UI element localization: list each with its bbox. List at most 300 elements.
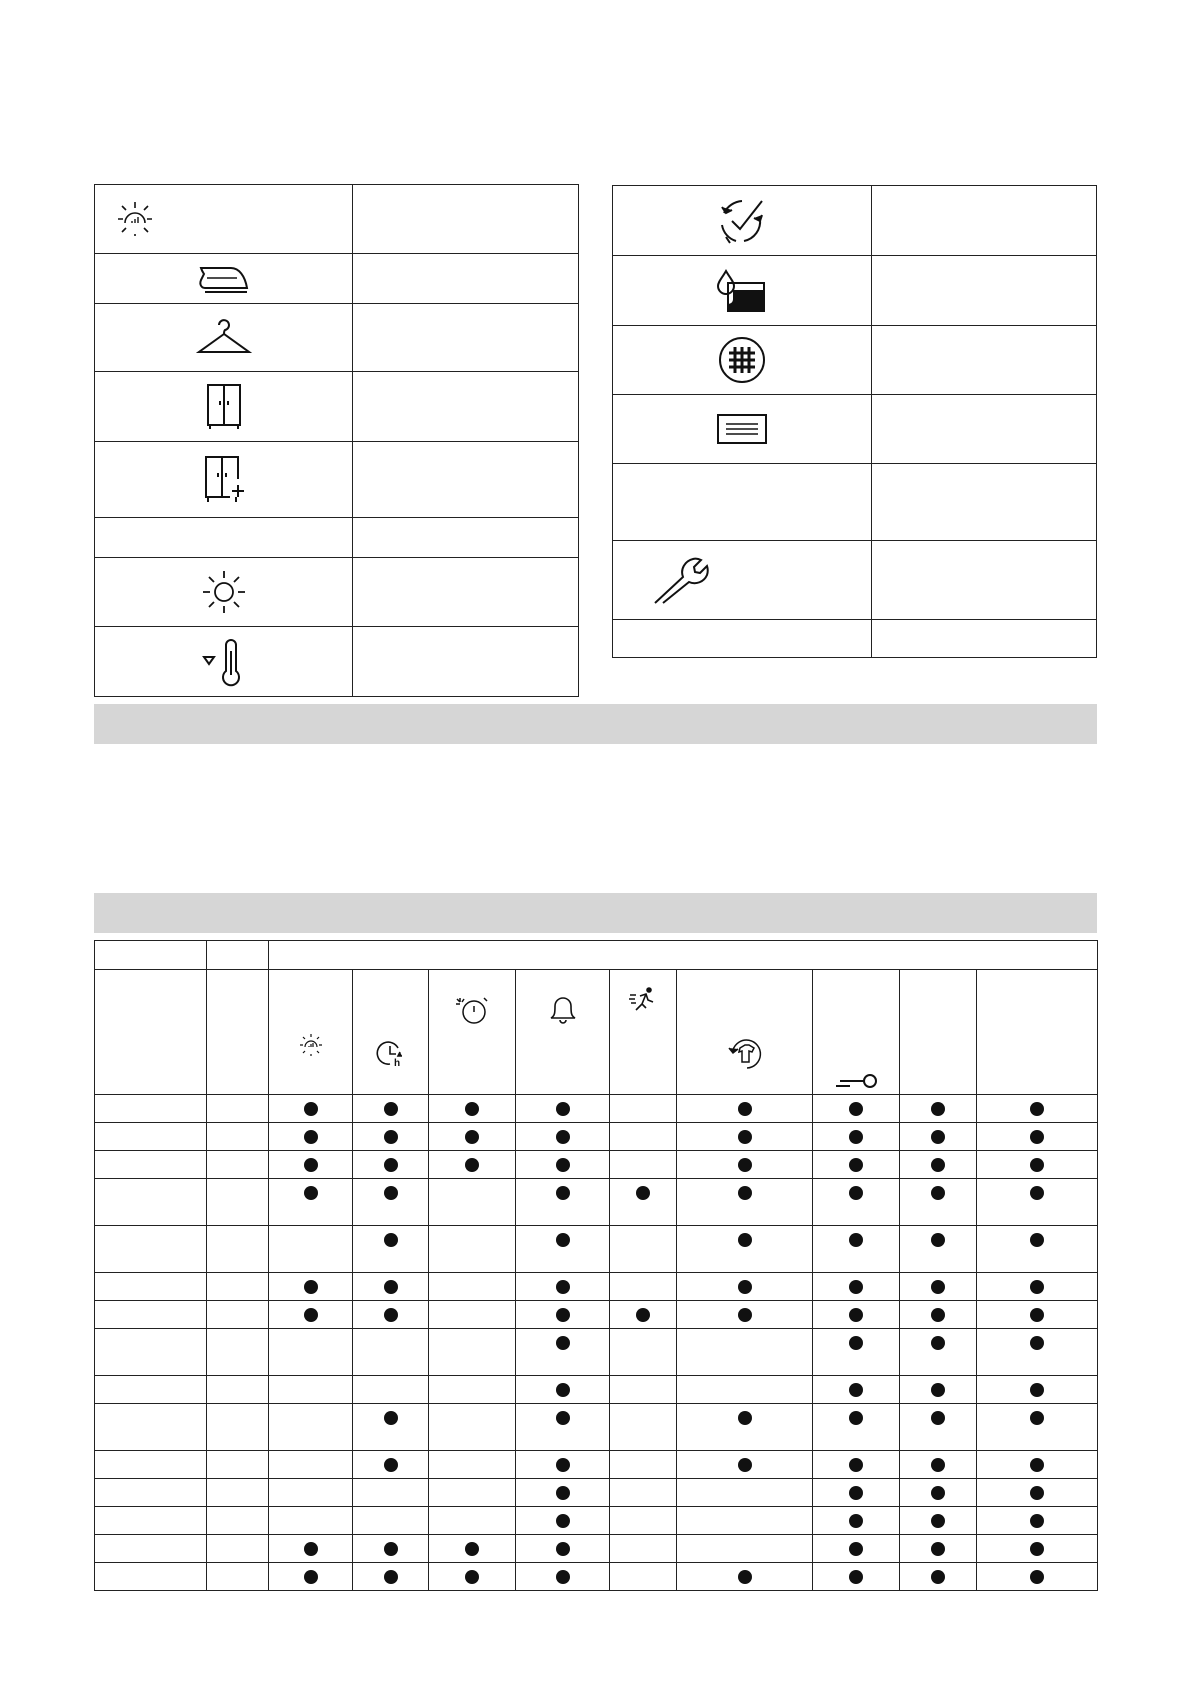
legend-text: [353, 442, 579, 518]
option-available-dot: [1030, 1308, 1044, 1322]
option-cell: [977, 1151, 1098, 1179]
programme-cell: [207, 1123, 269, 1151]
option-header-cell: [516, 970, 610, 1095]
option-cell: [269, 1329, 353, 1376]
table-row: [95, 1123, 1098, 1151]
option-available-dot: [931, 1233, 945, 1247]
option-cell: [429, 1179, 516, 1226]
option-cell: [977, 1404, 1098, 1451]
option-cell: [977, 1301, 1098, 1329]
legend-icon-cell: [613, 395, 872, 464]
option-cell: [813, 1151, 900, 1179]
option-cell: [813, 1404, 900, 1451]
option-cell: [429, 1123, 516, 1151]
programme-cell: [207, 1301, 269, 1329]
option-available-dot: [556, 1411, 570, 1425]
programme-cell: [95, 1329, 207, 1376]
option-cell: [516, 1376, 610, 1404]
option-header-cell: [977, 970, 1098, 1095]
option-cell: [269, 1151, 353, 1179]
legend-row: [613, 326, 1097, 395]
legend-row: [95, 254, 579, 304]
programme-cell: [95, 1179, 207, 1226]
legend-row: [613, 186, 1097, 256]
option-cell: [677, 1507, 813, 1535]
clock-h-icon: [376, 1038, 406, 1068]
option-cell: [269, 1563, 353, 1591]
option-header-cell: [813, 970, 900, 1095]
programme-cell: [207, 1535, 269, 1563]
table-row: [95, 1451, 1098, 1479]
legend-row: [613, 256, 1097, 326]
table-row: [95, 1329, 1098, 1376]
option-cell: [900, 1151, 977, 1179]
option-cell: [900, 1376, 977, 1404]
option-available-dot: [738, 1233, 752, 1247]
option-available-dot: [849, 1336, 863, 1350]
option-available-dot: [465, 1130, 479, 1144]
option-cell: [813, 1451, 900, 1479]
option-available-dot: [556, 1336, 570, 1350]
hanger-icon: [196, 316, 252, 360]
option-cell: [610, 1273, 677, 1301]
legend-icon-cell: [613, 256, 872, 326]
option-cell: [269, 1451, 353, 1479]
option-available-dot: [931, 1458, 945, 1472]
legend-icon-cell: [95, 518, 353, 558]
option-available-dot: [738, 1158, 752, 1172]
option-cell: [900, 1535, 977, 1563]
option-cell: [353, 1451, 429, 1479]
option-available-dot: [304, 1308, 318, 1322]
option-available-dot: [1030, 1486, 1044, 1500]
option-cell: [977, 1179, 1098, 1226]
option-cell: [677, 1179, 813, 1226]
option-available-dot: [384, 1458, 398, 1472]
legend-text: [872, 256, 1097, 326]
option-cell: [353, 1226, 429, 1273]
programme-cell: [207, 1507, 269, 1535]
option-available-dot: [304, 1158, 318, 1172]
legend-icon-cell: [95, 372, 353, 442]
legend-text: [872, 186, 1097, 256]
legend-row: [613, 620, 1097, 658]
option-cell: [977, 1563, 1098, 1591]
option-available-dot: [636, 1186, 650, 1200]
option-available-dot: [384, 1102, 398, 1116]
option-available-dot: [465, 1158, 479, 1172]
programme-cell: [207, 1273, 269, 1301]
sun-dim-icon: [298, 1032, 324, 1058]
option-cell: [900, 1301, 977, 1329]
option-available-dot: [556, 1233, 570, 1247]
option-cell: [516, 1301, 610, 1329]
option-cell: [977, 1095, 1098, 1123]
option-available-dot: [931, 1570, 945, 1584]
legend-row: [613, 464, 1097, 541]
header-cell: [95, 941, 207, 970]
option-cell: [677, 1329, 813, 1376]
option-cell: [610, 1329, 677, 1376]
option-cell: [353, 1301, 429, 1329]
option-cell: [677, 1301, 813, 1329]
option-cell: [353, 1329, 429, 1376]
programme-cell: [207, 1329, 269, 1376]
option-cell: [677, 1376, 813, 1404]
option-available-dot: [556, 1158, 570, 1172]
table-row: [95, 1151, 1098, 1179]
legend-icon-cell: [95, 254, 353, 304]
option-available-dot: [849, 1383, 863, 1397]
option-cell: [429, 1095, 516, 1123]
option-available-dot: [304, 1542, 318, 1556]
option-cell: [269, 1535, 353, 1563]
key-icon: [834, 1074, 878, 1092]
option-cell: [269, 1226, 353, 1273]
option-cell: [610, 1451, 677, 1479]
option-cell: [677, 1273, 813, 1301]
option-available-dot: [738, 1411, 752, 1425]
option-available-dot: [556, 1308, 570, 1322]
option-available-dot: [556, 1130, 570, 1144]
sun-icon: [200, 568, 248, 616]
iron-icon: [197, 264, 251, 294]
option-available-dot: [931, 1158, 945, 1172]
option-cell: [610, 1151, 677, 1179]
option-cell: [353, 1123, 429, 1151]
legend-text: [872, 620, 1097, 658]
option-cell: [429, 1376, 516, 1404]
table-header-row: [95, 941, 1098, 970]
programme-cell: [207, 1226, 269, 1273]
programme-cell: [207, 1563, 269, 1591]
legend-row: [95, 518, 579, 558]
option-cell: [429, 1226, 516, 1273]
option-available-dot: [465, 1570, 479, 1584]
option-cell: [516, 1563, 610, 1591]
option-cell: [516, 1179, 610, 1226]
option-available-dot: [384, 1570, 398, 1584]
running-man-icon: [628, 986, 658, 1012]
option-available-dot: [849, 1570, 863, 1584]
option-cell: [516, 1226, 610, 1273]
programme-cell: [207, 1095, 269, 1123]
option-cell: [353, 1095, 429, 1123]
option-cell: [977, 1535, 1098, 1563]
option-available-dot: [931, 1514, 945, 1528]
header-cell: [207, 941, 269, 970]
option-cell: [977, 1376, 1098, 1404]
programme-cell: [207, 1451, 269, 1479]
option-available-dot: [931, 1542, 945, 1556]
option-cell: [900, 1179, 977, 1226]
option-cell: [677, 1095, 813, 1123]
option-cell: [610, 1507, 677, 1535]
programme-cell: [95, 1535, 207, 1563]
option-available-dot: [556, 1542, 570, 1556]
option-available-dot: [384, 1186, 398, 1200]
option-available-dot: [304, 1186, 318, 1200]
option-available-dot: [556, 1102, 570, 1116]
option-available-dot: [738, 1130, 752, 1144]
table-row: [95, 1273, 1098, 1301]
legend-icon-cell: [613, 186, 872, 256]
programme-cell: [95, 1563, 207, 1591]
drop-tank-icon: [714, 267, 770, 315]
option-cell: [677, 1479, 813, 1507]
option-cell: [429, 1507, 516, 1535]
legend-text: [353, 372, 579, 442]
option-available-dot: [849, 1458, 863, 1472]
option-cell: [516, 1329, 610, 1376]
option-cell: [516, 1095, 610, 1123]
legend-row: [613, 395, 1097, 464]
option-cell: [813, 1095, 900, 1123]
section-header-bar: [94, 704, 1097, 744]
option-available-dot: [849, 1102, 863, 1116]
option-cell: [813, 1479, 900, 1507]
option-header-cell: [353, 970, 429, 1095]
programme-cell: [95, 1095, 207, 1123]
table-row: [95, 1507, 1098, 1535]
condenser-lines-icon: [716, 413, 768, 445]
table-row: [95, 1479, 1098, 1507]
option-available-dot: [931, 1280, 945, 1294]
option-cell: [610, 1376, 677, 1404]
option-cell: [677, 1451, 813, 1479]
legend-icon-cell: [95, 627, 353, 697]
option-available-dot: [849, 1233, 863, 1247]
legend-table-left: [94, 184, 579, 697]
option-cell: [353, 1563, 429, 1591]
option-cell: [269, 1273, 353, 1301]
option-cell: [813, 1507, 900, 1535]
option-cell: [429, 1151, 516, 1179]
option-available-dot: [931, 1411, 945, 1425]
option-available-dot: [556, 1383, 570, 1397]
option-cell: [813, 1563, 900, 1591]
option-cell: [516, 1507, 610, 1535]
option-available-dot: [304, 1130, 318, 1144]
table-row: [95, 1226, 1098, 1273]
option-cell: [900, 1404, 977, 1451]
option-available-dot: [1030, 1233, 1044, 1247]
option-available-dot: [849, 1130, 863, 1144]
option-available-dot: [384, 1411, 398, 1425]
legend-text: [353, 254, 579, 304]
sun-timer-icon: [454, 994, 490, 1026]
option-cell: [977, 1329, 1098, 1376]
option-available-dot: [556, 1458, 570, 1472]
option-cell: [900, 1479, 977, 1507]
option-cell: [516, 1479, 610, 1507]
legend-row: [95, 442, 579, 518]
option-available-dot: [556, 1186, 570, 1200]
option-available-dot: [849, 1158, 863, 1172]
legend-row: [95, 372, 579, 442]
thermometer-down-icon: [202, 637, 246, 687]
option-cell: [429, 1479, 516, 1507]
option-cell: [610, 1479, 677, 1507]
option-available-dot: [556, 1280, 570, 1294]
wrench-icon: [653, 555, 709, 605]
option-available-dot: [1030, 1186, 1044, 1200]
programme-cell: [95, 1376, 207, 1404]
legend-text: [872, 326, 1097, 395]
option-cell: [610, 1404, 677, 1451]
table-row: [95, 1179, 1098, 1226]
option-available-dot: [849, 1486, 863, 1500]
option-cell: [429, 1329, 516, 1376]
option-cell: [516, 1273, 610, 1301]
option-cell: [353, 1151, 429, 1179]
option-cell: [610, 1179, 677, 1226]
programme-cell: [207, 1151, 269, 1179]
option-available-dot: [636, 1308, 650, 1322]
option-cell: [977, 1479, 1098, 1507]
option-cell: [610, 1123, 677, 1151]
programme-cell: [95, 1226, 207, 1273]
option-available-dot: [1030, 1570, 1044, 1584]
bell-icon: [547, 992, 579, 1026]
option-available-dot: [849, 1514, 863, 1528]
option-cell: [900, 1095, 977, 1123]
option-cell: [610, 1563, 677, 1591]
option-cell: [977, 1123, 1098, 1151]
option-available-dot: [556, 1570, 570, 1584]
option-cell: [813, 1376, 900, 1404]
option-header-cell: [677, 970, 813, 1095]
option-available-dot: [931, 1186, 945, 1200]
shirt-rotate-icon: [725, 1038, 765, 1070]
option-available-dot: [931, 1383, 945, 1397]
table-row: [95, 1563, 1098, 1591]
filter-grid-icon: [717, 335, 767, 385]
option-cell: [977, 1507, 1098, 1535]
option-cell: [353, 1535, 429, 1563]
option-header-cell: [610, 970, 677, 1095]
option-cell: [269, 1095, 353, 1123]
option-cell: [813, 1179, 900, 1226]
option-cell: [516, 1535, 610, 1563]
option-available-dot: [849, 1411, 863, 1425]
option-available-dot: [931, 1308, 945, 1322]
cycle-check-icon: [714, 195, 770, 247]
option-cell: [516, 1151, 610, 1179]
option-cell: [516, 1123, 610, 1151]
option-cell: [516, 1451, 610, 1479]
option-available-dot: [304, 1102, 318, 1116]
programme-cell: [95, 1507, 207, 1535]
option-header-cell: [900, 970, 977, 1095]
option-cell: [677, 1535, 813, 1563]
option-cell: [610, 1535, 677, 1563]
option-cell: [269, 1376, 353, 1404]
table-row: [95, 1404, 1098, 1451]
legend-text: [872, 541, 1097, 620]
option-cell: [353, 1179, 429, 1226]
option-cell: [610, 1226, 677, 1273]
legend-icon-cell: [95, 558, 353, 627]
cupboard-icon: [204, 383, 244, 431]
table-row: [95, 1376, 1098, 1404]
legend-row: [95, 627, 579, 697]
option-available-dot: [384, 1233, 398, 1247]
header-cell: [269, 941, 1098, 970]
option-available-dot: [931, 1336, 945, 1350]
option-cell: [429, 1535, 516, 1563]
option-cell: [977, 1451, 1098, 1479]
legend-text: [872, 464, 1097, 541]
programme-cell: [95, 1151, 207, 1179]
option-available-dot: [384, 1542, 398, 1556]
legend-text: [353, 558, 579, 627]
table-row: [95, 1535, 1098, 1563]
option-available-dot: [465, 1542, 479, 1556]
option-available-dot: [1030, 1102, 1044, 1116]
option-available-dot: [849, 1186, 863, 1200]
legend-icon-cell: [613, 620, 872, 658]
option-cell: [813, 1273, 900, 1301]
option-available-dot: [1030, 1336, 1044, 1350]
svg-text:h: h: [393, 1058, 400, 1068]
option-available-dot: [1030, 1411, 1044, 1425]
option-available-dot: [738, 1186, 752, 1200]
option-cell: [516, 1404, 610, 1451]
option-available-dot: [1030, 1158, 1044, 1172]
option-icons-row: [95, 970, 1098, 1095]
header-cell: [207, 970, 269, 1095]
option-cell: [677, 1404, 813, 1451]
option-cell: [610, 1095, 677, 1123]
option-cell: [813, 1301, 900, 1329]
option-available-dot: [849, 1308, 863, 1322]
option-available-dot: [738, 1458, 752, 1472]
option-cell: [429, 1451, 516, 1479]
option-cell: [353, 1273, 429, 1301]
option-cell: [900, 1123, 977, 1151]
option-cell: [269, 1404, 353, 1451]
option-cell: [813, 1123, 900, 1151]
table-row: [95, 1301, 1098, 1329]
option-cell: [813, 1226, 900, 1273]
option-available-dot: [556, 1514, 570, 1528]
option-cell: [429, 1273, 516, 1301]
header-cell: [95, 970, 207, 1095]
option-available-dot: [1030, 1458, 1044, 1472]
option-available-dot: [738, 1102, 752, 1116]
option-available-dot: [931, 1102, 945, 1116]
legend-icon-cell: [613, 326, 872, 395]
option-cell: [900, 1273, 977, 1301]
option-cell: [610, 1301, 677, 1329]
option-available-dot: [1030, 1383, 1044, 1397]
option-available-dot: [738, 1308, 752, 1322]
legend-icon-cell: [613, 541, 872, 620]
sun-dim-icon: [113, 197, 157, 241]
option-cell: [677, 1563, 813, 1591]
option-available-dot: [738, 1570, 752, 1584]
programme-cell: [95, 1404, 207, 1451]
section-header-bar: [94, 893, 1097, 933]
option-available-dot: [738, 1280, 752, 1294]
legend-table-right: [612, 185, 1097, 658]
legend-text: [353, 304, 579, 372]
option-available-dot: [304, 1280, 318, 1294]
programme-cell: [95, 1123, 207, 1151]
option-cell: [900, 1563, 977, 1591]
option-available-dot: [384, 1308, 398, 1322]
